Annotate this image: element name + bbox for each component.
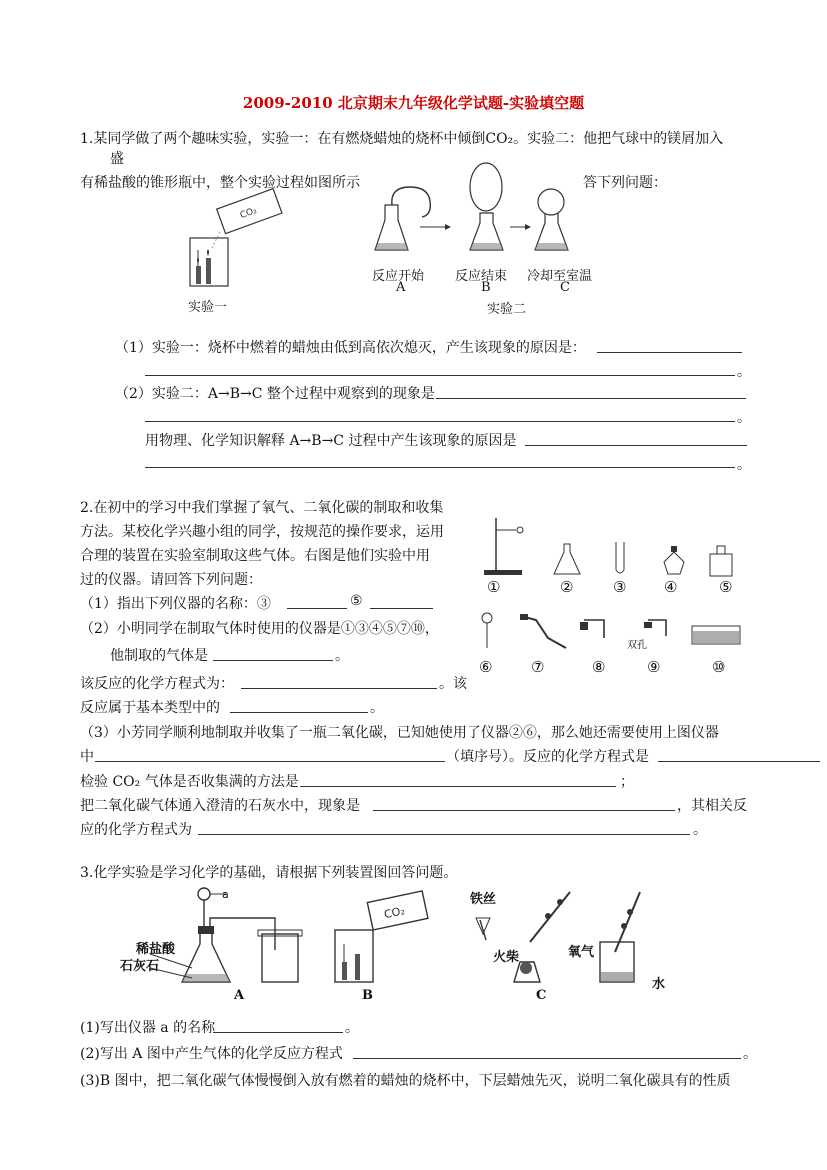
q2-type-b: 。: [370, 700, 384, 716]
label-water: 水: [652, 977, 666, 992]
q2-eq-a: 该反应的化学方程式为：: [80, 676, 234, 692]
q2-type-blank[interactable]: [230, 711, 368, 713]
q1-sub1: （1）实验一：烧杯中燃着的蜡烛由低到高依次熄灭，产生该现象的原因是：: [115, 340, 586, 356]
q3-s2a: (2)写出 A 图中产生气体的化学反应方程式: [80, 1046, 343, 1062]
label-oxygen: 氧气: [568, 945, 595, 960]
q1-period-2: 。: [737, 410, 751, 426]
q2-s3b-pre: 中: [80, 749, 94, 765]
q2-phenomenon-blank[interactable]: [373, 809, 675, 811]
instrument-label-7: ⑦: [531, 658, 545, 676]
q2-blank-5[interactable]: [370, 607, 433, 609]
q1-period-1: 。: [737, 364, 751, 380]
co2-label-2: CO₂: [382, 904, 406, 922]
q2-co2-eq-blank[interactable]: [658, 760, 820, 762]
stage-c-label: 冷却至室温: [527, 269, 593, 284]
experiment-one-figure: [180, 188, 290, 298]
q1-sub3: 用物理、化学知识解释 A→B→C 过程中产生该现象的原因是: [145, 433, 517, 449]
q3-intro: 3.化学实验是学习化学的基础，请根据下列装置图回答问题。: [80, 865, 458, 881]
q1-line1: 1.某同学做了两个趣味实验，实验一：在有燃烧蜡烛的烧杯中倾倒CO₂。实验二：他把气球中的镁屑加入: [80, 131, 724, 147]
label-a: a: [222, 888, 229, 901]
label-match: 火柴: [493, 950, 520, 965]
stage-b-label: 反应结束: [455, 269, 508, 284]
q3-s3: (3)B 图中，把二氧化碳气体慢慢倒入放有燃着的蜡烛的烧杯中，下层蜡烛先灭，说明二氧化碳具有的性质: [80, 1073, 731, 1089]
q3-s1a: (1)写出仪器 a 的名称: [80, 1020, 216, 1036]
caption-a: A: [234, 988, 245, 1003]
q2-s3b-mid: （填序号）。反应的化学方程式是: [446, 749, 649, 765]
q2-check-blank[interactable]: [300, 785, 616, 787]
q1-sub2-blank[interactable]: [436, 397, 746, 399]
label-acid: 稀盐酸: [136, 942, 176, 957]
q2-s1a: （1）指出下列仪器的名称：③: [80, 596, 271, 612]
q3-s1b: 。: [345, 1020, 359, 1036]
q1-line1b: 盛: [110, 151, 124, 167]
q2-p1: 2.在初中的学习中我们掌握了氧气、二氧化碳的制取和收集: [80, 500, 444, 516]
instrument-label-4: ④: [664, 578, 678, 596]
q2-eq-blank[interactable]: [241, 687, 437, 689]
q3-instrument-a-blank[interactable]: [213, 1031, 343, 1033]
q2-s3e-end: 。: [693, 822, 707, 838]
q1-sub3-blank2[interactable]: [145, 466, 735, 468]
q2-type-a: 反应属于基本类型中的: [80, 700, 220, 716]
stage-a-label: 反应开始: [372, 269, 425, 284]
q2-p3: 合理的装置在实验室制取这些气体。右图是他们实验中用: [80, 548, 430, 564]
instrument-label-3: ③: [613, 578, 627, 596]
q2-s2b: 他制取的气体是: [110, 648, 208, 664]
q1-sub2-blank2[interactable]: [145, 420, 735, 422]
instrument-label-1: ①: [487, 578, 501, 596]
q1-sub1-blank2[interactable]: [145, 374, 735, 376]
instruments-figure: [476, 508, 746, 680]
q2-limewater-eq-blank[interactable]: [198, 833, 690, 835]
instrument-label-6: ⑥: [479, 658, 493, 676]
q2-s1b: ⑤: [350, 593, 363, 609]
experiment-two-figure: [370, 165, 600, 265]
q2-s3d-end: ，其相关反: [677, 798, 747, 814]
letter-a: A: [396, 280, 406, 295]
co2-label-1: CO₂: [238, 205, 259, 222]
q2-p4: 过的仪器。请回答下列问题：: [80, 572, 262, 588]
q1-line2b: 答下列问题：: [583, 175, 667, 191]
experiment-one-caption: 实验一: [188, 300, 228, 315]
letter-c: C: [560, 280, 570, 295]
q2-gas-blank[interactable]: [213, 659, 333, 661]
q3-equation-blank[interactable]: [353, 1057, 741, 1059]
caption-c: C: [536, 988, 547, 1003]
q2-eq-b: 。该: [439, 676, 467, 692]
q1-period-3: 。: [737, 457, 751, 473]
caption-b: B: [362, 988, 373, 1003]
q3-apparatus-figure: [130, 882, 690, 1002]
q2-blank-3[interactable]: [287, 607, 347, 609]
q2-s3e: 应的化学方程式为: [80, 822, 192, 838]
q2-instrument-blank[interactable]: [95, 760, 445, 762]
q1-line2a: 有稀盐酸的锥形瓶中，整个实验过程如图所示: [80, 175, 360, 191]
q2-s3c: 检验 CO₂ 气体是否收集满的方法是: [80, 774, 299, 790]
double-hole-label: 双孔: [627, 640, 647, 651]
instrument-label-5: ⑤: [719, 578, 733, 596]
q2-s3a: （3）小芳同学顺利地制取并收集了一瓶二氧化碳，已知她使用了仪器②⑥，那么她还需要使用上图仪器: [80, 725, 719, 741]
experiment-two-caption: 实验二: [487, 302, 527, 317]
q3-s2b: 。: [743, 1046, 757, 1062]
q2-s2c: 。: [335, 648, 349, 664]
letter-b: B: [481, 280, 491, 295]
instrument-label-2: ②: [560, 578, 574, 596]
page-title: 2009-2010 北京期末九年级化学试题-实验填空题: [242, 94, 585, 112]
instrument-label-8: ⑧: [592, 658, 606, 676]
q2-s3c-end: ；: [620, 774, 634, 790]
q2-p2: 方法。某校化学兴趣小组的同学，按规范的操作要求，运用: [80, 524, 444, 540]
q2-s3d: 把二氧化碳气体通入澄清的石灰水中，现象是: [80, 798, 360, 814]
q2-s2: （2）小明同学在制取气体时使用的仪器是①③④⑤⑦⑩，: [80, 621, 439, 637]
instrument-label-10: ⑩: [712, 658, 726, 676]
instrument-label-9: ⑨: [647, 658, 661, 676]
q1-sub2: （2）实验二：A→B→C 整个过程中观察到的现象是: [115, 386, 435, 402]
label-wire: 铁丝: [470, 892, 497, 907]
q1-sub1-blank[interactable]: [597, 351, 742, 353]
q1-sub3-blank[interactable]: [525, 444, 747, 446]
label-limestone: 石灰石: [120, 959, 160, 974]
